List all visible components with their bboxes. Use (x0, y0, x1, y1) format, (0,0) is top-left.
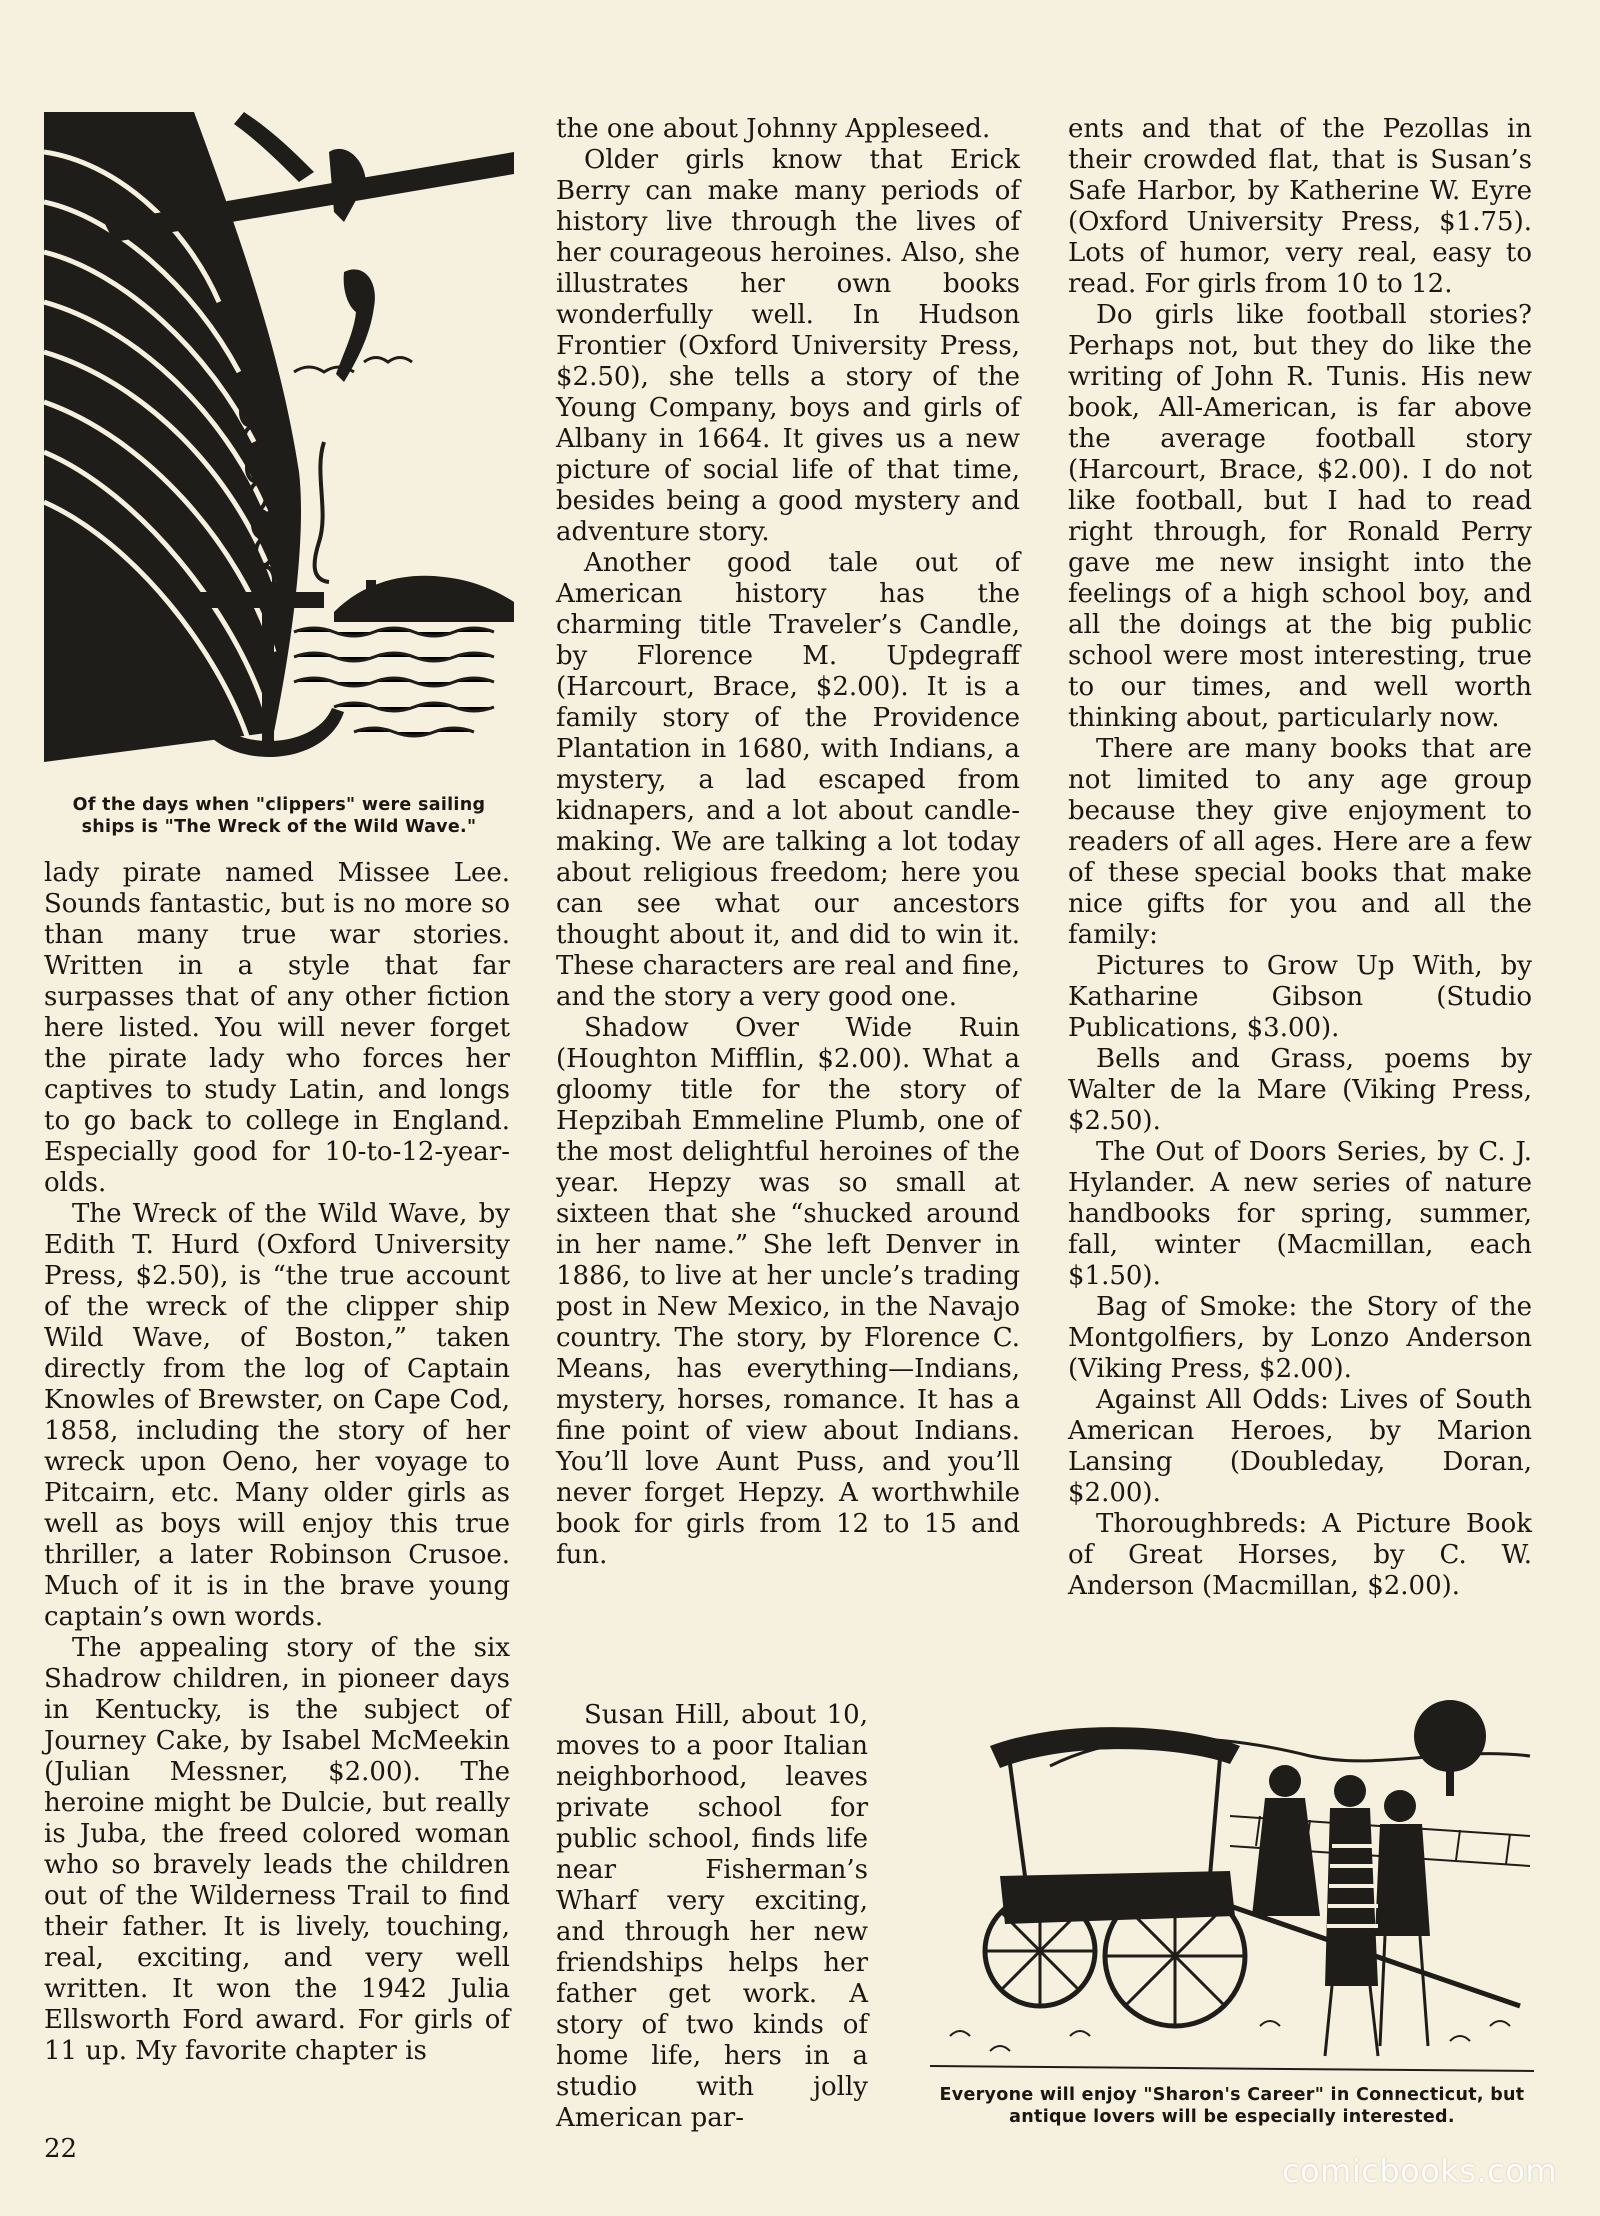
book-listing: Against All Odds: Lives of South American Heroes, by Marion Lansing (Doubleday, Doran, $2.00). (1068, 1385, 1532, 1508)
text-column-1 (44, 858, 510, 2067)
paragraph: The appealing story of the six Shadrow children, in pioneer days in Kentucky, is the subject of Journey Cake, by Isabel McMeekin (Julian Messner, $2.00). The heroine might be Dulcie, but really is Juba, the freed colored woman who so bravely leads the children out of the Wilderness Trail to find their father. It is lively, touching, real, exciting, and very well written. It won the 1942 Julia Ellsworth Ford award. For girls of 11 up. My favorite chapter is (44, 1633, 510, 2066)
paragraph: ents and that of the Pezollas in their crowded flat, that is Susan’s Safe Harbor, by Katherine W. Eyre (Oxford University Press, $1.75). Lots of humor, very real, easy to read. For girls from 10 to 12. (1068, 114, 1532, 299)
illustration-caption: Of the days when "clippers" were sailing ships is "The Wreck of the Wild Wave." (72, 795, 486, 837)
book-listing: Bells and Grass, poems by Walter de la Mare (Viking Press, $2.50). (1068, 1044, 1532, 1136)
page-number: 22 (44, 2134, 78, 2164)
illustration-caption: Everyone will enjoy "Sharon's Career" in Connecticut, but antique lovers will be especially interested. (939, 2085, 1525, 2127)
paragraph: Shadow Over Wide Ruin (Houghton Mifflin, $2.00). What a gloomy title for the story of Hepzibah Emmeline Plumb, one of the most delightful heroines of the year. Hepzy was so small at sixteen that she “shucked around in her name.” She left Denver in 1886, to live at her uncle’s trading post in New Mexico, in the Navajo country. The story, by Florence C. Means, has everything—Indians, mystery, horses, romance. It has a fine point of view about Indians. You’ll love Aunt Puss, and you’ll never forget Hepzy. A worthwhile book for girls from 12 to 15 and fun. (556, 1013, 1020, 1570)
ship-anchor-illustration (44, 112, 514, 792)
text-column-2 (556, 114, 1020, 1571)
text-column-3 (1068, 114, 1532, 1602)
paragraph: lady pirate named Missee Lee. Sounds fantastic, but is no more so than many true war stories. Written in a style that far surpasses that of any other fiction here listed. You will never forget the pirate lady who forces her captives to study Latin, and longs to go back to college in England. Especially good for 10-to-12-year-olds. (44, 858, 510, 1198)
paragraph: Susan Hill, about 10, moves to a poor Italian neighborhood, leaves private school for public school, finds life near Fisherman’s Wharf very exciting, and through her new friendships helps her father get work. A story of two kinds of home life, hers in a studio with jolly American par- (556, 1700, 868, 2133)
paragraph: The Wreck of the Wild Wave, by Edith T. Hurd (Oxford University Press, $2.50), is “the true account of the wreck of the clipper ship Wild Wave, of Boston,” taken directly from the log of Captain Knowles of Brewster, on Cape Cod, 1858, including the story of her wreck upon Oeno, her voyage to Pitcairn, etc. Many older girls as well as boys will enjoy this true thriller, a later Robinson Crusoe. Much of it is in the brave young captain’s own words. (44, 1199, 510, 1632)
text-column-2-continued (556, 1700, 868, 2134)
watermark: comicbooks.com (1282, 2152, 1558, 2190)
book-listing: Thoroughbreds: A Picture Book of Great Horses, by C. W. Anderson (Macmillan, $2.00). (1068, 1509, 1532, 1601)
book-listing: Bag of Smoke: the Story of the Montgolfiers, by Lonzo Anderson (Viking Press, $2.00). (1068, 1292, 1532, 1384)
paragraph: Do girls like football stories? Perhaps not, but they do like the writing of John R. Tunis. His new book, All-American, is far above the average football story (Harcourt, Brace, $2.00). I do not like football, but I had to read right through, for Ronald Perry gave me new insight into the feelings of a high school boy, and all the doings at the big public school were most interesting, true to our times, and well worth thinking about, particularly now. (1068, 300, 1532, 733)
paragraph: Another good tale out of American history has the charming title Traveler’s Candle, by Florence M. Updegraff (Harcourt, Brace, $2.00). It is a family story of the Providence Plantation in 1680, with Indians, a mystery, a lad escaped from kidnapers, and a lot about candle-making. We are talking a lot today about religious freedom; here you can see what our ancestors thought about it, and did to win it. These characters are real and fine, and the story a very good one. (556, 548, 1020, 1012)
paragraph: the one about Johnny Appleseed. (556, 114, 991, 144)
carriage-illustration (930, 1686, 1534, 2080)
book-listing: Pictures to Grow Up With, by Katharine Gibson (Studio Publications, $3.00). (1068, 951, 1532, 1043)
paragraph: Older girls know that Erick Berry can make many periods of history live through the lives of her courageous heroines. Also, she illustrates her own books wonderfully well. In Hudson Frontier (Oxford University Press, $2.50), she tells a story of the Young Company, boys and girls of Albany in 1664. It gives us a new picture of social life of that time, besides being a good mystery and adventure story. (556, 145, 1020, 547)
paragraph: There are many books that are not limited to any age group because they give enjoyment to readers of all ages. Here are a few of these special books that make nice gifts for you and all the family: (1068, 734, 1532, 950)
book-listing: The Out of Doors Series, by C. J. Hylander. A new series of nature handbooks for spring, summer, fall, winter (Macmillan, each $1.50). (1068, 1137, 1532, 1291)
